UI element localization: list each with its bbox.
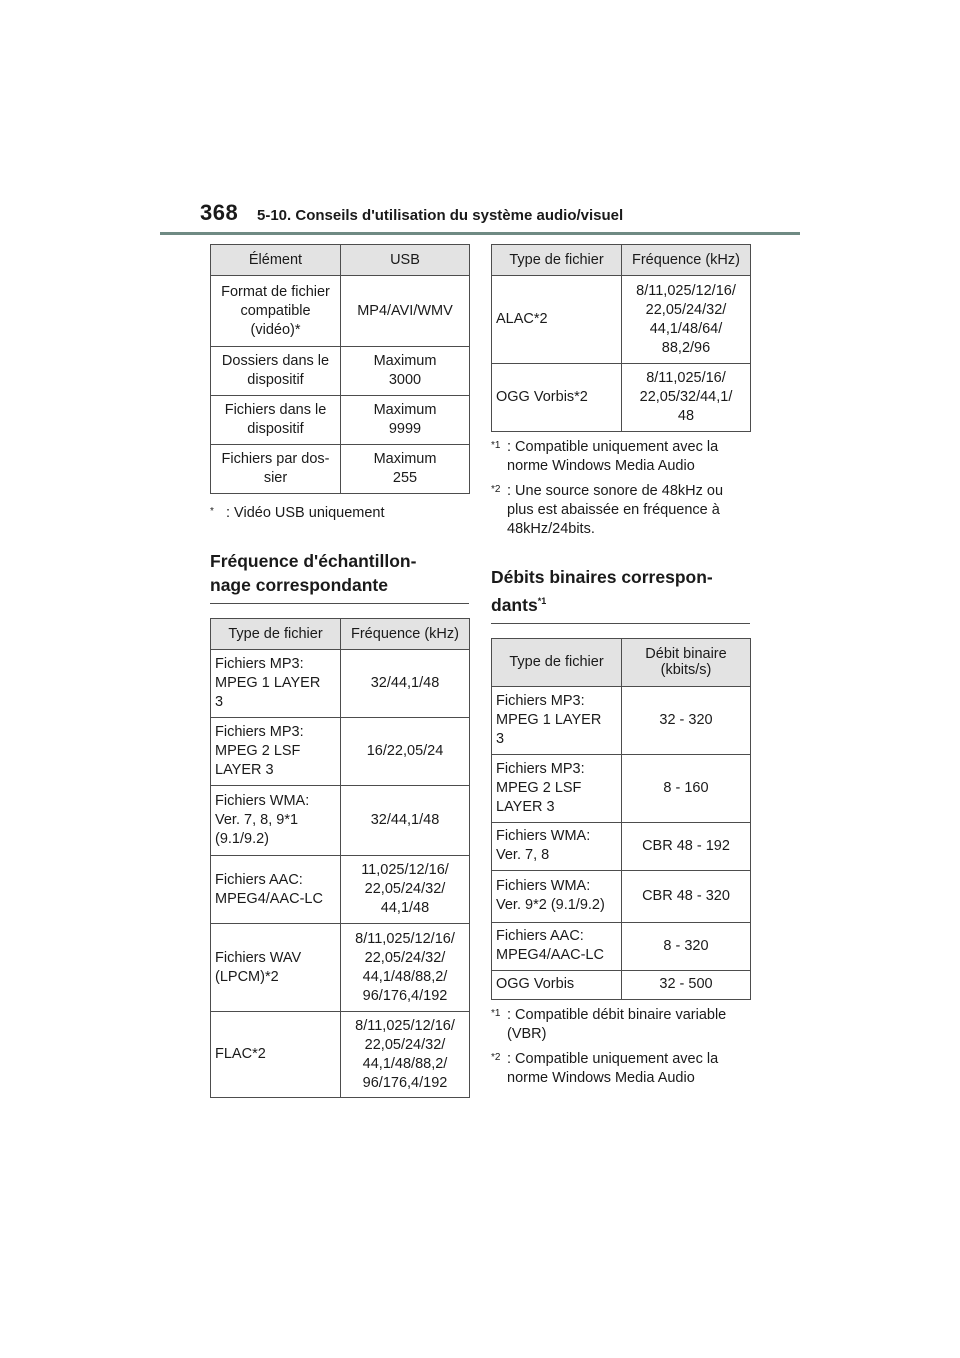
table-cell: OGG Vorbis*2 [492,364,622,432]
table-cell: Fichiers dans le dispositif [211,396,341,445]
column-header: Type de fichier [492,245,622,276]
column-header: USB [341,245,470,276]
column-header: Type de fichier [492,638,622,686]
right-column [491,244,750,1088]
footnote-text: : Compatible uniquement avec la norme Windows Media Audio [507,1050,719,1086]
table-cell: 8/11,025/12/16/ 22,05/24/32/ 44,1/48/88,2/ 96/176,4/192 [341,924,470,1012]
table-cell: Fichiers AAC: MPEG4/AAC-LC [492,922,622,970]
bitrate-footnote-1 [491,1006,750,1044]
column-header: Type de fichier [211,619,341,650]
table-cell: MP4/AVI/WMV [341,276,470,347]
table-cell: 32 - 500 [622,970,751,999]
usb-spec-table [210,244,470,494]
table-cell: Fichiers WMA: Ver. 7, 8, 9*1 (9.1/9.2) [211,786,341,856]
footnote-mark: *2 [491,1051,501,1063]
table-cell: 32 - 320 [622,686,751,754]
bitrate-footnote-2 [491,1050,750,1088]
column-header: Élément [211,245,341,276]
bitrate-table [491,638,751,1000]
table-cell: 16/22,05/24 [341,718,470,786]
table-cell: 11,025/12/16/ 22,05/24/32/ 44,1/48 [341,856,470,924]
table-cell: 32/44,1/48 [341,786,470,856]
table-cell: Fichiers WMA: Ver. 9*2 (9.1/9.2) [492,870,622,922]
sampling-table [210,618,470,1098]
table-cell: 8/11,025/12/16/ 22,05/24/32/ 44,1/48/88,2/ 96/176,4/192 [341,1012,470,1098]
section-title: 5-10. Conseils d'utilisation du système audio/visuel [257,207,624,224]
footnote-text: : Compatible uniquement avec la norme Windows Media Audio [507,439,719,474]
footnote-mark: *1 [491,440,501,451]
table-cell: Dossiers dans le dispositif [211,347,341,396]
table-cell: Fichiers MP3: MPEG 1 LAYER 3 [211,650,341,718]
table-cell: Fichiers MP3: MPEG 1 LAYER 3 [492,686,622,754]
sampling-table-continued [491,244,751,432]
footnote-text: : Une source sonore de 48kHz ou plus est abaissée en fréquence à 48kHz/24bits. [507,483,724,537]
table-cell: Maximum 3000 [341,347,470,396]
table-cell: Fichiers WMA: Ver. 7, 8 [492,822,622,870]
table-cell: ALAC*2 [492,276,622,364]
table-cell: 8 - 320 [622,922,751,970]
column-header: Fréquence (kHz) [622,245,751,276]
footnote-1 [491,438,750,476]
table-cell: Maximum 255 [341,445,470,494]
sampling-heading: Fréquence d'échantillon- nage correspondante [210,549,469,604]
bitrate-heading [491,565,750,624]
table-cell: Maximum 9999 [341,396,470,445]
table-cell: Fichiers MP3: MPEG 2 LSF LAYER 3 [211,718,341,786]
footnote-text: : Vidéo USB uniquement [226,505,385,521]
left-column [210,244,469,1098]
footnote-mark: * [210,506,214,517]
table-cell: Fichiers WAV (LPCM)*2 [211,924,341,1012]
table-cell: Fichiers MP3: MPEG 2 LSF LAYER 3 [492,754,622,822]
header-rule [160,232,800,235]
bitrate-heading-text: Débits binaires correspon- dants [491,567,713,615]
footnote-2 [491,482,750,539]
table-cell: Format de fichier compatible (vidéo)* [211,276,341,347]
footnote-text: : Compatible débit binaire variable (VBR) [507,1006,727,1042]
table-cell: OGG Vorbis [492,970,622,999]
footnote-mark: *1 [491,1007,501,1019]
column-header: Fréquence (kHz) [341,619,470,650]
table-cell: 8/11,025/16/ 22,05/32/44,1/ 48 [622,364,751,432]
table-cell: Fichiers par dos- sier [211,445,341,494]
table-cell: 32/44,1/48 [341,650,470,718]
table-cell: Fichiers AAC: MPEG4/AAC-LC [211,856,341,924]
footnote-mark: *2 [491,484,501,495]
column-header: Débit binaire (kbits/s) [622,638,751,686]
table-cell: 8/11,025/12/16/ 22,05/24/32/ 44,1/48/64/ 88,2/96 [622,276,751,364]
table-cell: CBR 48 - 192 [622,822,751,870]
table-cell: FLAC*2 [211,1012,341,1098]
table-cell: CBR 48 - 320 [622,870,751,922]
page-number: 368 [200,200,239,225]
usb-footnote [210,504,469,523]
table-cell: 8 - 160 [622,754,751,822]
heading-mark: *1 [537,596,547,606]
